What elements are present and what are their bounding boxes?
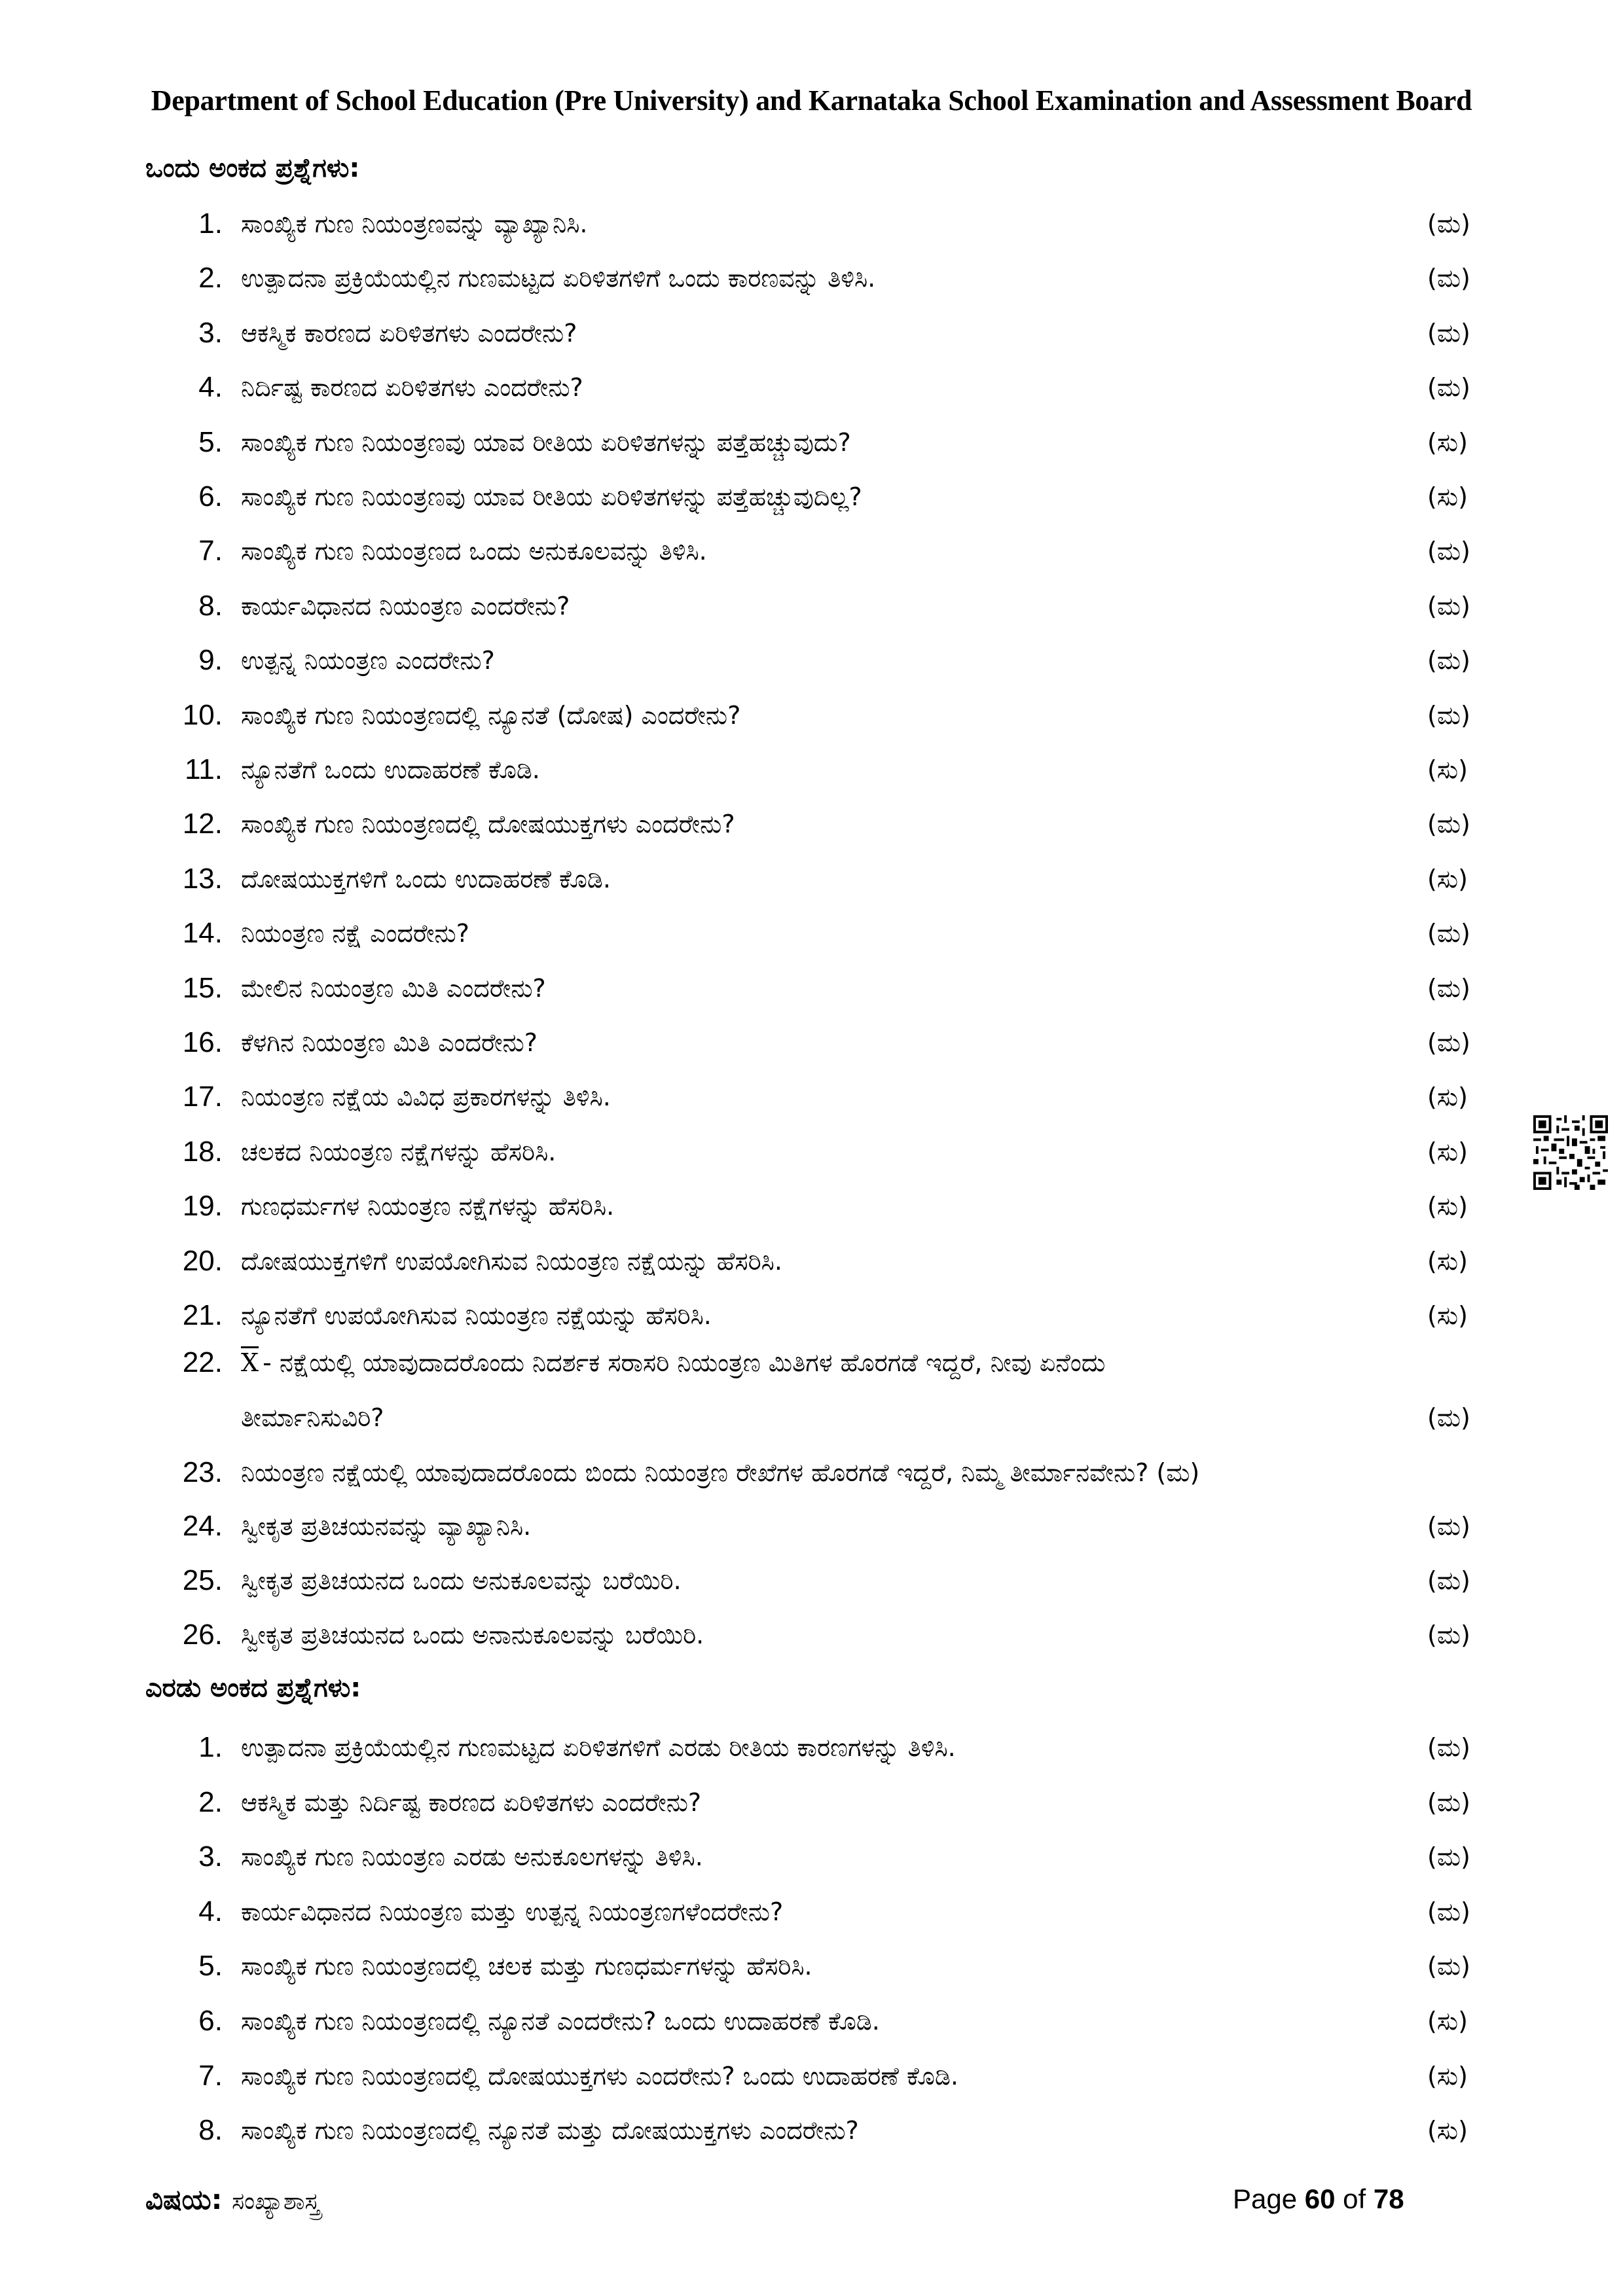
question-number: 13. bbox=[182, 862, 223, 895]
question-row bbox=[0, 797, 1623, 852]
question-tag: (ಮ) bbox=[1427, 1897, 1470, 1926]
question-number: 1. bbox=[198, 1731, 223, 1763]
question-row bbox=[0, 1720, 1623, 1775]
question-number: 8. bbox=[198, 2114, 223, 2147]
question-tag: (ಸು) bbox=[1427, 1192, 1468, 1221]
question-text: ಸಾಂಖ್ಯಿಕ ಗುಣ ನಿಯಂತ್ರಣದಲ್ಲಿ ನ್ಯೂನತೆ (ದೋಷ) ಎಂದರೇನು? bbox=[241, 700, 741, 730]
question-number: 25. bbox=[182, 1564, 223, 1596]
question-number: 17. bbox=[182, 1081, 223, 1113]
question-row bbox=[0, 1884, 1623, 1939]
question-text: ಕೆಳಗಿನ ನಿಯಂತ್ರಣ ಮಿತಿ ಎಂದರೇನು? bbox=[241, 1028, 538, 1057]
question-tag: (ಸು) bbox=[1427, 1083, 1468, 1112]
question-text: ನಿಯಂತ್ರಣ ನಕ್ಷೆ ಎಂದರೇನು? bbox=[241, 919, 469, 948]
question-row bbox=[0, 688, 1623, 743]
question-row bbox=[0, 1335, 1623, 1446]
question-tag: (ಮ) bbox=[1427, 318, 1470, 348]
question-row bbox=[0, 1179, 1623, 1234]
question-row bbox=[0, 1124, 1623, 1179]
question-row bbox=[0, 742, 1623, 797]
question-number: 4. bbox=[198, 1895, 223, 1928]
question-number: 9. bbox=[198, 644, 223, 677]
question-text: ಸ್ವೀಕೃತ ಪ್ರತಿಚಯನದ ಒಂದು ಅನುಕೂಲವನ್ನು ಬರೆಯಿರಿ. bbox=[241, 1566, 682, 1595]
question-number: 22. bbox=[182, 1346, 223, 1378]
footer-subject bbox=[145, 2183, 320, 2216]
question-row bbox=[0, 1607, 1623, 1662]
question-row bbox=[0, 469, 1623, 524]
question-number: 7. bbox=[198, 2059, 223, 2092]
question-tag: (ಮ) bbox=[1427, 810, 1470, 839]
section-title-one-mark: ಒಂದು ಅಂಕದ ಪ್ರಶ್ನೆಗಳು: bbox=[145, 153, 360, 183]
question-number: 19. bbox=[182, 1190, 223, 1223]
question-number: 7. bbox=[198, 535, 223, 567]
question-number: 2. bbox=[198, 1785, 223, 1818]
question-tag: (ಮ) bbox=[1427, 373, 1470, 403]
question-row bbox=[0, 1234, 1623, 1289]
question-number: 18. bbox=[182, 1135, 223, 1168]
question-row bbox=[0, 1775, 1623, 1830]
question-tag: (ಮ) bbox=[1427, 1733, 1470, 1762]
question-number: 4. bbox=[198, 371, 223, 404]
question-tag: (ಸು) bbox=[1427, 427, 1468, 457]
question-row bbox=[0, 196, 1623, 251]
question-number: 1. bbox=[198, 207, 223, 240]
question-tag: (ಮ) bbox=[1427, 1621, 1470, 1649]
question-row bbox=[0, 1829, 1623, 1884]
question-text-line2: ತೀರ್ಮಾನಿಸುವಿರಿ? bbox=[241, 1403, 384, 1432]
question-text: ಸಾಂಖ್ಯಿಕ ಗುಣ ನಿಯಂತ್ರಣದಲ್ಲಿ ದೋಷಯುಕ್ತಗಳು ಎಂದರೇನು? bbox=[241, 810, 735, 839]
question-text: ದೋಷಯುಕ್ತಗಳಿಗೆ ಒಂದು ಉದಾಹರಣೆ ಕೊಡಿ. bbox=[241, 864, 611, 893]
question-row bbox=[0, 906, 1623, 961]
question-tag: (ಸು) bbox=[1427, 2007, 1468, 2036]
question-row bbox=[0, 1553, 1623, 1608]
question-row bbox=[0, 524, 1623, 579]
question-number: 12. bbox=[182, 808, 223, 840]
question-text: ಉತ್ಪಾದನಾ ಪ್ರಕ್ರಿಯೆಯಲ್ಲಿನ ಗುಣಮಟ್ಟದ ಏರಿಳಿತಗಳಿಗೆ ಎರಡು ರೀತಿಯ ಕಾರಣಗಳನ್ನು ತಿಳಿಸಿ. bbox=[241, 1733, 956, 1762]
footer-subject-value: ಸಂಖ್ಯಾಶಾಸ್ತ್ರ bbox=[232, 2188, 320, 2215]
question-number: 10. bbox=[182, 698, 223, 731]
page-total: 78 bbox=[1373, 2183, 1404, 2214]
question-row bbox=[0, 961, 1623, 1016]
question-number: 20. bbox=[182, 1244, 223, 1277]
question-row bbox=[0, 1445, 1623, 1500]
question-tag: (ಸು) bbox=[1427, 1301, 1468, 1330]
question-number: 2. bbox=[198, 262, 223, 295]
question-number: 23. bbox=[182, 1456, 223, 1488]
question-row bbox=[0, 1499, 1623, 1554]
question-tag: (ಮ) bbox=[1427, 919, 1470, 948]
question-tag: (ಮ) bbox=[1427, 264, 1470, 293]
question-text: ಕಾರ್ಯವಿಧಾನದ ನಿಯಂತ್ರಣ ಮತ್ತು ಉತ್ಪನ್ನ ನಿಯಂತ್ರಣಗಳೆಂದರೇನು? bbox=[241, 1897, 784, 1926]
question-text: ನ್ಯೂನತೆಗೆ ಉಪಯೋಗಿಸುವ ನಿಯಂತ್ರಣ ನಕ್ಷೆಯನ್ನು ಹೆಸರಿಸಿ. bbox=[241, 1301, 712, 1330]
question-text: ಸ್ವೀಕೃತ ಪ್ರತಿಚಯನವನ್ನು ವ್ಯಾಖ್ಯಾನಿಸಿ. bbox=[241, 1512, 532, 1541]
question-tag: (ಮ) bbox=[1427, 700, 1470, 730]
question-text-line1 bbox=[241, 1335, 1406, 1390]
footer-subject-label: ವಿಷಯ: bbox=[145, 2183, 223, 2215]
page-header: Department of School Education (Pre University) and Karnataka School Examination and Assessment Board bbox=[151, 84, 1472, 117]
section-title-two-mark: ಎರಡು ಅಂಕದ ಪ್ರಶ್ನೆಗಳು: bbox=[145, 1673, 361, 1703]
question-text-part: - ನಕ್ಷೆಯಲ್ಲಿ ಯಾವುದಾದರೊಂದು ನಿದರ್ಶಕ ಸರಾಸರಿ ನಿಯಂತ್ರಣ ಮಿತಿಗಳ ಹೊರಗಡೆ ಇದ್ದರೆ, ನೀವು ಏನೆಂದು bbox=[263, 1348, 1106, 1377]
question-row bbox=[0, 1994, 1623, 2049]
question-row bbox=[0, 1015, 1623, 1070]
question-row bbox=[0, 306, 1623, 361]
question-number: 5. bbox=[198, 1950, 223, 1982]
question-tag: (ಮ) bbox=[1427, 1952, 1470, 1981]
question-tag: (ಮ) bbox=[1427, 973, 1470, 1003]
question-tag: (ಸು) bbox=[1427, 864, 1468, 893]
question-tag: (ಸು) bbox=[1427, 1246, 1468, 1276]
question-text: ಮೇಲಿನ ನಿಯಂತ್ರಣ ಮಿತಿ ಎಂದರೇನು? bbox=[241, 973, 546, 1003]
question-number: 3. bbox=[198, 1840, 223, 1873]
question-text: ಚಲಕದ ನಿಯಂತ್ರಣ ನಕ್ಷೆಗಳನ್ನು ಹೆಸರಿಸಿ. bbox=[241, 1137, 556, 1166]
question-number: 6. bbox=[198, 480, 223, 512]
question-text: ಸಾಂಖ್ಯಿಕ ಗುಣ ನಿಯಂತ್ರಣದಲ್ಲಿ ದೋಷಯುಕ್ತಗಳು ಎಂದರೇನು? ಒಂದು ಉದಾಹರಣೆ ಕೊಡಿ. bbox=[241, 2061, 958, 2090]
question-text: ನ್ಯೂನತೆಗೆ ಒಂದು ಉದಾಹರಣೆ ಕೊಡಿ. bbox=[241, 755, 540, 784]
question-number: 3. bbox=[198, 316, 223, 349]
question-text: ಸಾಂಖ್ಯಿಕ ಗುಣ ನಿಯಂತ್ರಣ ಎರಡು ಅನುಕೂಲಗಳನ್ನು ತಿಳಿಸಿ. bbox=[241, 1842, 703, 1872]
question-tag: (ಮ) bbox=[1427, 1787, 1470, 1817]
question-text: ನಿರ್ದಿಷ್ಟ ಕಾರಣದ ಏರಿಳಿತಗಳು ಎಂದರೇನು? bbox=[241, 373, 583, 403]
question-row bbox=[0, 2049, 1623, 2104]
question-tag: (ಸು) bbox=[1427, 755, 1468, 784]
question-row bbox=[0, 1939, 1623, 1994]
question-number: 26. bbox=[182, 1619, 223, 1651]
question-text: ಸ್ವೀಕೃತ ಪ್ರತಿಚಯನದ ಒಂದು ಅನಾನುಕೂಲವನ್ನು ಬರೆಯಿರಿ. bbox=[241, 1621, 704, 1649]
question-text: ಸಾಂಖ್ಯಿಕ ಗುಣ ನಿಯಂತ್ರಣವು ಯಾವ ರೀತಿಯ ಏರಿಳಿತಗಳನ್ನು ಪತ್ತೆಹಚ್ಚುವುದು? bbox=[241, 427, 851, 457]
question-text: ಕಾರ್ಯವಿಧಾನದ ನಿಯಂತ್ರಣ ಎಂದರೇನು? bbox=[241, 591, 570, 620]
question-row bbox=[0, 852, 1623, 906]
question-tag: (ಮ) bbox=[1427, 1566, 1470, 1595]
question-text: ನಿಯಂತ್ರಣ ನಕ್ಷೆಯ ವಿವಿಧ ಪ್ರಕಾರಗಳನ್ನು ತಿಳಿಸಿ. bbox=[241, 1083, 611, 1112]
question-number: 14. bbox=[182, 917, 223, 950]
question-tag: (ಮ) bbox=[1427, 1512, 1470, 1541]
question-number: 11. bbox=[185, 753, 223, 785]
question-tag: (ಮ) bbox=[1427, 209, 1470, 238]
question-tag: (ಮ) bbox=[1427, 1403, 1470, 1432]
question-text: ದೋಷಯುಕ್ತಗಳಿಗೆ ಉಪಯೋಗಿಸುವ ನಿಯಂತ್ರಣ ನಕ್ಷೆಯನ್ನು ಹೆಸರಿಸಿ. bbox=[241, 1246, 782, 1276]
question-text: ಸಾಂಖ್ಯಿಕ ಗುಣ ನಿಯಂತ್ರಣದಲ್ಲಿ ಚಲಕ ಮತ್ತು ಗುಣಧರ್ಮಗಳನ್ನು ಹೆಸರಿಸಿ. bbox=[241, 1952, 812, 1981]
question-tag: (ಮ) bbox=[1427, 537, 1470, 566]
question-text: ಆಕಸ್ಮಿಕ ಮತ್ತು ನಿರ್ದಿಷ್ಟ ಕಾರಣದ ಏರಿಳಿತಗಳು ಎಂದರೇನು? bbox=[241, 1787, 702, 1817]
question-number: 16. bbox=[182, 1026, 223, 1058]
question-row bbox=[0, 415, 1623, 470]
question-text: ಆಕಸ್ಮಿಕ ಕಾರಣದ ಏರಿಳಿತಗಳು ಎಂದರೇನು? bbox=[241, 318, 577, 348]
question-number: 6. bbox=[198, 2005, 223, 2037]
question-number: 8. bbox=[198, 589, 223, 622]
question-tag: (ಸು) bbox=[1427, 2061, 1468, 2090]
question-tag: (ಮ) bbox=[1427, 646, 1470, 675]
question-text: ಉತ್ಪನ್ನ ನಿಯಂತ್ರಣ ಎಂದರೇನು? bbox=[241, 646, 495, 675]
question-number: 21. bbox=[182, 1299, 223, 1331]
question-tag: (ಮ) bbox=[1427, 1028, 1470, 1057]
question-row bbox=[0, 579, 1623, 634]
question-text: ನಿಯಂತ್ರಣ ನಕ್ಷೆಯಲ್ಲಿ ಯಾವುದಾದರೊಂದು ಬಿಂದು ನಿಯಂತ್ರಣ ರೇಖೆಗಳ ಹೊರಗಡೆ ಇದ್ದರೆ, ನಿಮ್ಮ ತೀರ್ಮಾನವೇನು? (ಮ) bbox=[241, 1458, 1200, 1487]
question-text: ಸಾಂಖ್ಯಿಕ ಗುಣ ನಿಯಂತ್ರಣವನ್ನು ವ್ಯಾಖ್ಯಾನಿಸಿ. bbox=[241, 209, 588, 238]
page-prefix: Page bbox=[1233, 2183, 1298, 2214]
page-current: 60 bbox=[1304, 2183, 1336, 2214]
question-text: ಸಾಂಖ್ಯಿಕ ಗುಣ ನಿಯಂತ್ರಣದ ಒಂದು ಅನುಕೂಲವನ್ನು ತಿಳಿಸಿ. bbox=[241, 537, 707, 566]
question-tag: (ಮ) bbox=[1427, 591, 1470, 620]
question-tag: (ಸು) bbox=[1427, 1137, 1468, 1166]
page-number bbox=[1233, 2183, 1404, 2215]
question-row bbox=[0, 2103, 1623, 2158]
question-tag: (ಸು) bbox=[1427, 482, 1468, 511]
question-row bbox=[0, 360, 1623, 415]
page-of: of bbox=[1343, 2183, 1366, 2214]
question-number: 15. bbox=[182, 971, 223, 1004]
question-text: ಸಾಂಖ್ಯಿಕ ಗುಣ ನಿಯಂತ್ರಣದಲ್ಲಿ ನ್ಯೂನತೆ ಎಂದರೇನು? ಒಂದು ಉದಾಹರಣೆ ಕೊಡಿ. bbox=[241, 2007, 880, 2036]
question-row bbox=[0, 251, 1623, 306]
question-text: ಸಾಂಖ್ಯಿಕ ಗುಣ ನಿಯಂತ್ರಣವು ಯಾವ ರೀತಿಯ ಏರಿಳಿತಗಳನ್ನು ಪತ್ತೆಹಚ್ಚುವುದಿಲ್ಲ? bbox=[241, 482, 862, 511]
question-text: ಗುಣಧರ್ಮಗಳ ನಿಯಂತ್ರಣ ನಕ್ಷೆಗಳನ್ನು ಹೆಸರಿಸಿ. bbox=[241, 1192, 615, 1221]
question-row bbox=[0, 1069, 1623, 1124]
question-text: ಉತ್ಪಾದನಾ ಪ್ರಕ್ರಿಯೆಯಲ್ಲಿನ ಗುಣಮಟ್ಟದ ಏರಿಳಿತಗಳಿಗೆ ಒಂದು ಕಾರಣವನ್ನು ತಿಳಿಸಿ. bbox=[241, 264, 876, 293]
question-tag: (ಸು) bbox=[1427, 2116, 1468, 2145]
qr-code-icon bbox=[1533, 1115, 1608, 1190]
question-number: 24. bbox=[182, 1510, 223, 1542]
question-row bbox=[0, 633, 1623, 688]
question-number: 5. bbox=[198, 425, 223, 458]
question-tag: (ಮ) bbox=[1427, 1842, 1470, 1872]
x-bar-symbol: $\overline{X}$ bbox=[241, 1348, 259, 1377]
question-text: ಸಾಂಖ್ಯಿಕ ಗುಣ ನಿಯಂತ್ರಣದಲ್ಲಿ ನ್ಯೂನತೆ ಮತ್ತು ದೋಷಯುಕ್ತಗಳು ಎಂದರೇನು? bbox=[241, 2116, 859, 2145]
